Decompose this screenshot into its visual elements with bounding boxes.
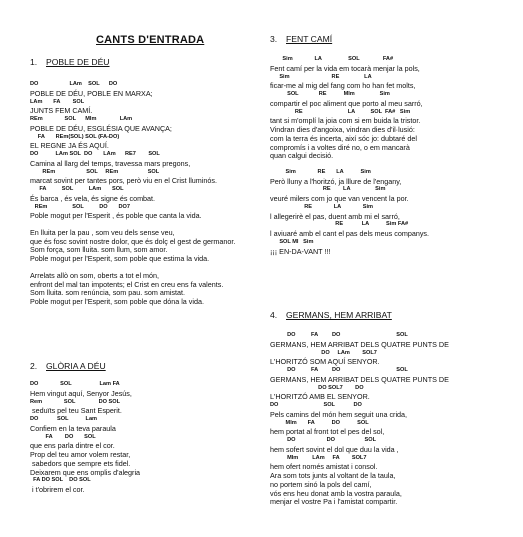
lyric-line: Ara som tots junts al voltant de la taula, xyxy=(270,471,396,480)
chord-line: RE LA SOL FA# Sim xyxy=(270,108,411,115)
lyric-line: Poble mogut per l'Esperit, som poble que dóna la vida. xyxy=(30,297,204,306)
lyric-line: Deixarem que ens omplis d'alegria xyxy=(30,467,141,477)
lyric-line: hem sofert sovint el dol que duu la vida , xyxy=(270,444,399,454)
song-heading xyxy=(270,34,332,44)
lyric-line: L'HORITZÓ SOM AQUÍ SENYOR. xyxy=(270,357,380,367)
song-number: 4. xyxy=(270,310,278,320)
lyric-line: compromís i a voltes diré no, o em mancarà xyxy=(270,142,410,152)
song-title: GERMANS, HEM ARRIBAT xyxy=(286,310,392,320)
chord-line: DO SOL Lam FA xyxy=(30,381,120,387)
chord-line: Sim LA SOL FA# xyxy=(270,56,394,62)
lyric-line: hem portat al front tot el pes del sol, xyxy=(270,427,385,437)
chord-line: FA REm(SOL) SOL (FA-DO) xyxy=(30,133,120,140)
lyric-line: Arrelats allò on som, oberts a tot el món, xyxy=(30,270,160,280)
chord-line: SOL MI Sim xyxy=(270,238,314,245)
song-title: FENT CAMÍ xyxy=(286,34,333,44)
chord-line: SOL RE MIm Sim xyxy=(270,91,390,97)
lyric-line: POBLE DE DÉU, ESGLÉSIA QUE AVANÇA; xyxy=(30,123,172,133)
song-heading xyxy=(270,310,392,320)
chord-line: FA DO SOL xyxy=(30,433,96,440)
lyric-line: marcat sovint per tantes pors, però viu en el Crist lluminós. xyxy=(30,176,217,186)
song-heading xyxy=(30,57,110,67)
lyric-line: menjar el vostre Pa i l'amistat compartir. xyxy=(270,497,398,507)
lyric-line: En lluita per la pau , som veu dels sense veu, xyxy=(30,227,175,237)
chord-line: REm SOL DO DO7 xyxy=(30,203,130,210)
chord-line: MIm LAm FA SOL7 xyxy=(270,454,367,461)
chord-line: RE LA Sim xyxy=(270,203,373,210)
lyric-line: que és fosc sovint nostre dolor, que és dolç el gest de germanor. xyxy=(30,236,236,246)
lyric-line: L'HORITZÓ AMB EL SENYOR. xyxy=(270,392,370,402)
lyric-line: Confiem en la teva paraula xyxy=(30,423,116,433)
lyric-line: Hem vingut aquí, Senyor Jesús, xyxy=(30,388,132,398)
lyric-line: com la terra és incerta, així sóc jo: dubtaré del xyxy=(270,133,418,143)
song-number: 1. xyxy=(30,57,38,67)
lyric-line: l allegerirè el pas, duent amb mi el sarró, xyxy=(270,211,400,221)
chord-line: DO SOL DO xyxy=(270,402,362,408)
chord-line: DO FA DO SOL xyxy=(270,332,408,338)
chord-line: LAm FA SOL xyxy=(30,98,85,105)
chord-line: RE LA Sim FA# xyxy=(270,221,409,228)
chord-line: REm SOL REm SOL xyxy=(30,168,160,175)
lyric-line: l aviuaré amb el cant el pas dels meus companys. xyxy=(270,229,430,239)
chord-line: DO LAm SOL7 xyxy=(270,349,377,356)
lyric-line: sabedors que sempre ets fidel. xyxy=(30,458,131,468)
lyric-line: enfront del mal tan impotents; el Crist en creu ens fa valents. xyxy=(30,279,224,289)
lyric-line: compartir el poc aliment que porto al meu sarró, xyxy=(270,98,423,108)
chord-line: DO FA DO SOL xyxy=(270,367,408,373)
chord-line: FA DO SOL DO SOL xyxy=(30,477,91,484)
lyric-line: hem ofert només amistat i consol. xyxy=(270,462,378,472)
song-title: GLÒRIA A DÉU xyxy=(46,361,106,371)
lyric-line: Pels camins del món hem seguit una crida, xyxy=(270,409,408,419)
chord-line: DO DO SOL xyxy=(270,437,376,443)
lyric-line: quan calgui decisió. xyxy=(270,151,334,161)
lyric-line: ficar-me al mig del fang com ho han fet molts, xyxy=(270,81,416,91)
lyric-line: EL REGNE JA ÉS AQUÍ. xyxy=(30,141,109,151)
chord-line: Sim RE LA Sim xyxy=(270,168,371,175)
lyric-line: Vindran dies d'angoixa, vindran dies d'il·lusió: xyxy=(270,125,415,134)
lyric-line: Prop del teu amor volem restar, xyxy=(30,450,131,459)
chord-line: FA SOL LAm SOL xyxy=(30,186,124,192)
chord-line: RE LA Sim xyxy=(270,186,386,193)
page-title: CANTS D'ENTRADA xyxy=(96,34,205,46)
lyric-line: Poble mogut per l'Esperit , és poble que canta la vida. xyxy=(30,211,202,221)
lyric-line: Som lluita. som renúncia, som pau. som amistat. xyxy=(30,288,185,298)
chord-line: REm SOL MIm LAm xyxy=(30,116,133,122)
song-number: 3. xyxy=(270,34,278,44)
lyric-line: no portem sinó la pols del camí, xyxy=(270,479,372,489)
chord-line: DO SOL Lam xyxy=(30,416,98,422)
lyric-line: i t'obrirem el cor. xyxy=(30,485,85,494)
lyric-line: Som força, som lluita. som llum, som amor. xyxy=(30,245,168,255)
chord-line: Rem SOL DO SOL xyxy=(30,398,121,405)
chord-line: DO LAm SOL DO xyxy=(30,81,118,87)
chord-line: DO SOL7 DO xyxy=(270,384,364,391)
chord-line: Sim RE LA xyxy=(270,73,372,80)
lyric-line: tant si m'omplí la joia com si em buida la tristor. xyxy=(270,116,421,126)
lyric-line: És barca , és vela, és signe és combat. xyxy=(30,193,156,203)
lyric-line: que ens parla dintre el cor. xyxy=(30,441,115,451)
lyric-line: veuré milers com jo que van vencent la por. xyxy=(270,194,409,204)
lyric-line: Poble mogut per l'Esperit, som poble que estima la vida. xyxy=(30,254,210,264)
chord-line: DO LAm SOL DO LAm RE7 SOL xyxy=(30,151,160,157)
lyric-line: GERMANS, HEM ARRIBAT DELS QUATRE PUNTS DE xyxy=(270,339,449,349)
lyric-line: POBLE DE DÉU, POBLE EN MARXA; xyxy=(30,88,153,98)
lyric-line: GERMANS, HEM ARRIBAT DELS QUATRE PUNTS DE xyxy=(270,374,449,384)
lyric-line: Fent camí per la vida em tocarà menjar la pols, xyxy=(270,63,420,73)
song-title: POBLE DE DÉU xyxy=(46,57,110,67)
lyric-line: seduïts pel teu Sant Esperit. xyxy=(30,406,122,416)
lyric-line: ¡¡¡ EN-DA-VANT !!! xyxy=(270,246,331,256)
lyric-line: Camina al llarg del temps, travessa mars pregons, xyxy=(30,158,191,168)
song-number: 2. xyxy=(30,361,38,371)
song-heading xyxy=(30,361,106,371)
lyric-line: vós ens heu donat amb la vostra paraula, xyxy=(270,488,402,498)
chord-line: MIm FA DO SOL xyxy=(270,419,369,426)
lyric-line: Però lluny a l'horitzó, ja lllure de l'engany, xyxy=(270,176,402,186)
lyric-line: JUNTS FEM CAMÍ. xyxy=(30,106,93,116)
